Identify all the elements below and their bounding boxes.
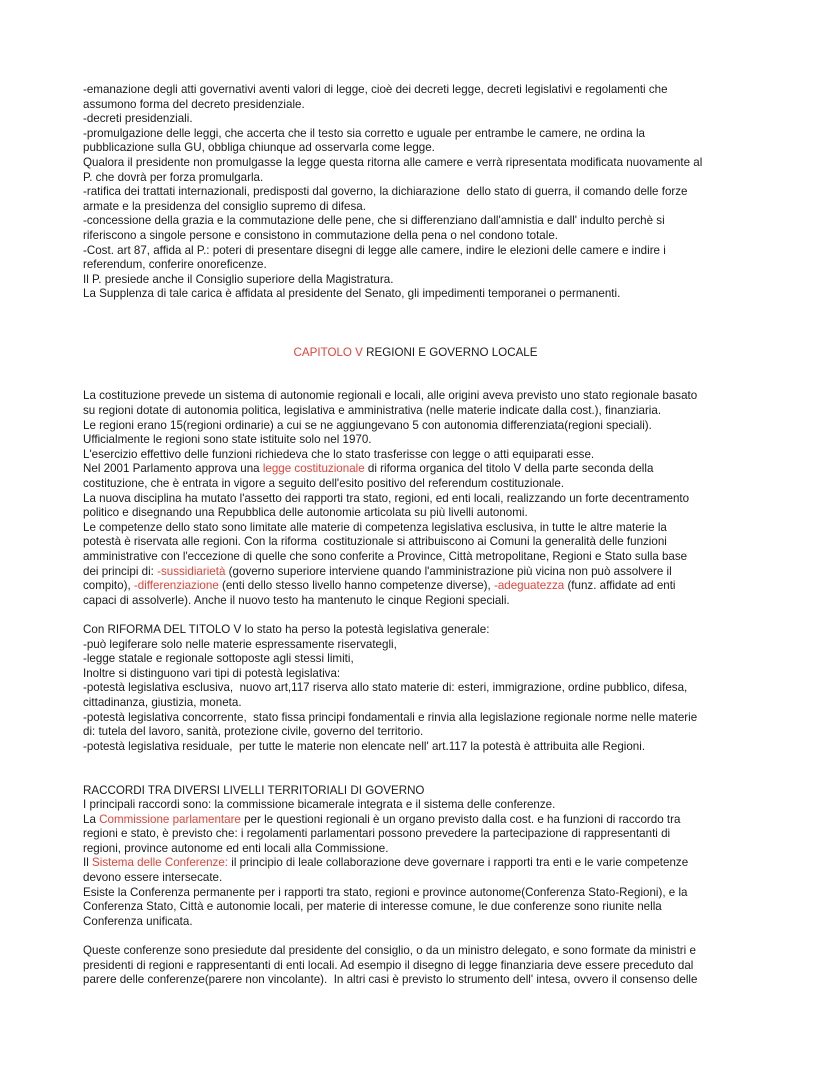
text-line [83,462,748,477]
text-line: regioni e stato, è previsto che: i regolamenti parlamentari possono prevedere la partecipazione di rappresentanti di [83,827,671,841]
highlight-differenziazione: -differenziazione [133,579,219,593]
highlight-sistema-conferenze: Sistema delle Conferenze: [92,856,229,870]
text-line: Con RIFORMA DEL TITOLO V lo stato ha perso la potestà legislativa generale: [83,622,490,636]
text-line: parere delle conferenze(parere non vincolante). In altri casi è previsto lo strumento dell' intesa, ovvero il consenso delle [83,973,698,987]
chapter-heading [83,346,748,361]
text-line: Ufficialmente le regioni sono state istituite solo nel 1970. [83,433,372,447]
text-line: Le regioni erano 15(regioni ordinarie) a cui se ne aggiungevano 5 con autonomia differenziata(regioni speciali). [83,418,652,432]
text-span: (governo superiore interviene quando l'amministrazione più vicina non può assolvere il [225,564,672,578]
text-span: (funz. affidate ad enti [564,579,676,593]
highlight-adeguatezza: -adeguatezza [493,579,565,593]
text-line: La nuova disciplina ha mutato l'assetto dei rapporti tra stato, regioni, ed enti locali, realizzando un forte decentramento [83,491,690,505]
text-line: armate e la presidenza del consiglio supremo di difesa. [83,199,366,213]
text-span: La [83,812,100,826]
text-line: referendum, conferire onoreficenze. [83,258,267,272]
block-regions [83,389,748,608]
text-line: regioni, province autonome ed enti locali alla Commissione. [83,841,389,855]
text-line: potestà è riservata alle regioni. Con la riforma costituzionale si attribuiscono ai Comuni la generalità delle funzioni [83,535,667,549]
text-line: -può legiferare solo nelle materie espressamente riservategli, [83,637,397,651]
text-line: -promulgazione delle leggi, che accerta che il testo sia corretto e uguale per entrambe le camere, ne ordina la [83,126,645,140]
text-line: Conferenza unificata. [83,914,193,928]
block-president-powers [83,83,748,302]
block-conferenze [83,944,748,988]
text-line: amministrative con l'eccezione di quelle che sono conferite a Province, Città metropolitane, Regioni e Stato sulla base [83,550,688,563]
text-line: devono essere intersecate. [83,871,223,885]
text-line: -emanazione degli atti governativi aventi valori di legge, cioè dei decreti legge, decreti legislativi e regolamenti che [83,83,668,96]
text-span: di riforma organica del titolo V della parte seconda della [364,462,654,476]
text-line: -ratifica dei trattati internazionali, predisposti dal governo, la dichiarazione dello stato di guerra, il comando delle forze [83,185,688,199]
text-span: dei principi di: [83,564,158,578]
block-riforma-titolo-v [83,623,748,754]
text-line: cittadinanza, giustizia, moneta. [83,695,242,709]
text-line: -potestà legislativa esclusiva, nuovo art,117 riserva allo stato materie di: esteri, immigrazione, ordine pubblico, difesa, [83,681,688,695]
text-line: costituzione, che è entrata in vigore a seguito dell'esito positivo del referendum costituzionale. [83,477,565,491]
text-span: Nel 2001 Parlamento approva una [83,462,263,476]
text-span: il principio di leale collaborazione deve governare i rapporti tra enti e le varie competenze [228,856,689,870]
text-line: di: tutela del lavoro, sanità, protezione civile, governo del territorio. [83,725,424,739]
text-span: (enti dello stesso livello hanno competenze diverse), [218,579,494,593]
text-line: P. che dovrà per forza promulgarla. [83,170,264,184]
text-span: compito), [83,579,134,593]
text-line: politico e disegnando una Repubblica delle autonomie articolata su più livelli autonomi. [83,506,528,520]
text-span: per le questioni regionali è un organo previsto dalla cost. e ha funzioni di raccordo tra [240,812,681,826]
text-line: -concessione della grazia e la commutazione delle pene, che si differenziano dall'amnistia e dall' indulto perchè si [83,214,665,228]
text-line: Il P. presiede anche il Consiglio superiore della Magistratura. [83,272,394,286]
text-line: presidenti di regioni e rappresentanti di enti locali. Ad esempio il disegno di legge finanziaria deve essere preceduto dal [83,958,694,972]
text-line: Conferenza Stato, Città e autonomie locali, per materie di interesse comune, le due conferenze sono riunite nella [83,900,662,914]
highlight-legge-costituzionale: legge costituzionale [262,462,365,476]
text-line: Qualora il presidente non promulgasse la legge questa ritorna alle camere e verrà ripresentata modificata nuovamente al [83,155,703,169]
text-line: La costituzione prevede un sistema di autonomie regionali e locali, alle origini aveva previsto uno stato regionale basato [83,389,698,403]
text-span: Il [83,856,93,870]
text-line: Inoltre si distinguono vari tipi di potestà legislativa: [83,666,341,680]
text-line: -legge statale e regionale sottoposte agli stessi limiti, [83,652,354,666]
text-line: -potestà legislativa concorrente, stato fissa principi fondamentali e rinvia alla legislazione regionale norme nelle materie [83,710,698,724]
text-line: capaci di assolverle). Anche il nuovo testo ha mantenuto le cinque Regioni speciali. [83,593,510,607]
highlight-sussidiarieta: -sussidiarietà [157,564,226,578]
chapter-title: REGIONI E GOVERNO LOCALE [362,345,538,359]
section-heading: RACCORDI TRA DIVERSI LIVELLI TERRITORIALI DI GOVERNO [83,783,425,797]
text-line [83,813,748,828]
text-line [83,856,748,871]
text-line: riferiscono a singole persone e consistono in commutazione della pena o nel condono totale. [83,228,559,242]
text-line: Esiste la Conferenza permanente per i rapporti tra stato, regioni e province autonome(Conferenza Stato-Regioni), e la [83,885,688,899]
text-line: su regioni dotate di autonomia politica, legislativa e amministrativa (nelle materie indicate dalla cost.), finanziaria. [83,404,662,418]
text-line: L'esercizio effettivo delle funzioni richiedeva che lo stato trasferisse con legge o atti equiparati esse. [83,447,595,461]
text-line: pubblicazione sulla GU, obbliga chiunque ad osservarla come legge. [83,141,435,155]
text-line: Le competenze dello stato sono limitate alle materie di competenza legislativa esclusiva, in tutte le altre materie la [83,520,667,534]
text-line: -decreti presidenziali. [83,112,193,126]
text-line: La Supplenza di tale carica è affidata al presidente del Senato, gli impedimenti temporanei o permanenti. [83,287,621,301]
text-line: I principali raccordi sono: la commissione bicamerale integrata e il sistema delle conferenze. [83,798,556,812]
chapter-label: CAPITOLO V [293,345,363,359]
text-line: Queste conferenze sono presiedute dal presidente del consiglio, o da un ministro delegato, e sono formate da ministri e [83,944,696,958]
text-line [83,579,748,594]
block-raccordi [83,784,748,930]
text-line: assumono forma del decreto presidenziale. [83,97,305,111]
text-line: -potestà legislativa residuale, per tutte le materie non elencate nell' art.117 la potestà è attribuita alle Regioni. [83,739,646,753]
highlight-commissione-parlamentare: Commissione parlamentare [99,812,241,826]
text-line [83,565,748,580]
text-line: -Cost. art 87, affida al P.: poteri di presentare disegni di legge alle camere, indire le elezioni delle camere e indire i [83,243,666,257]
